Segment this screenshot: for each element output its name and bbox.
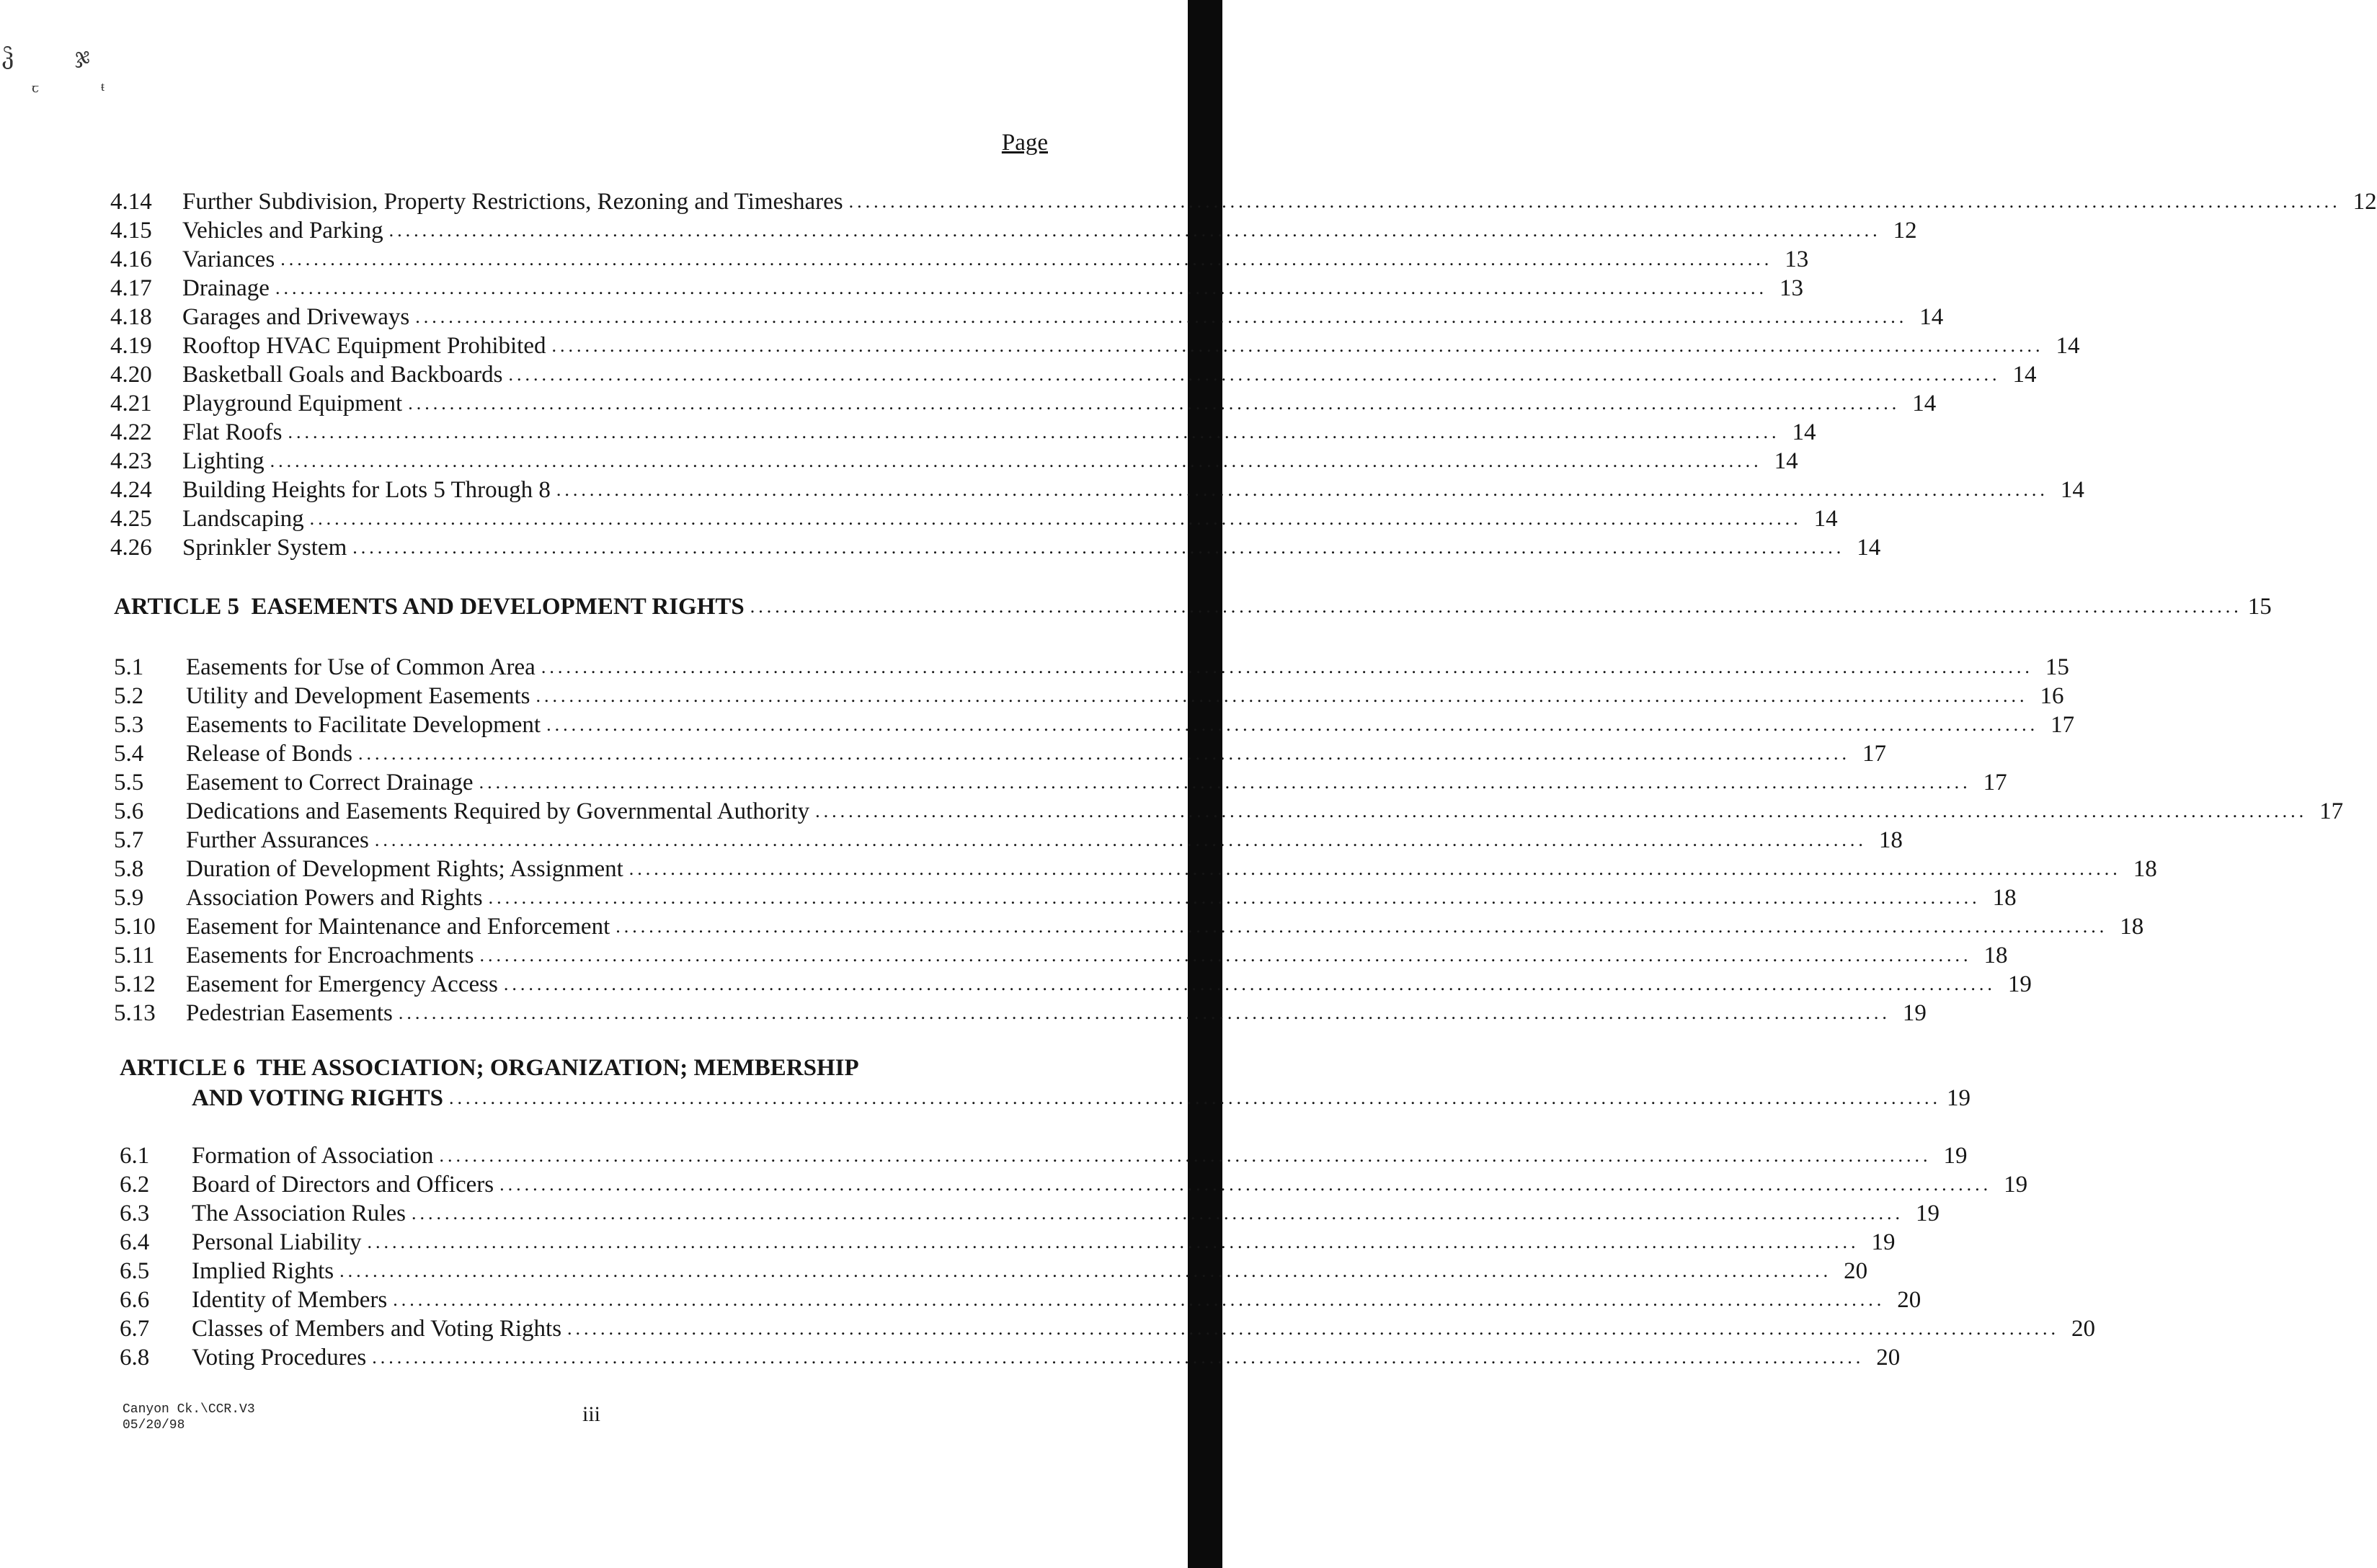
- entry-number: 5.1: [114, 654, 144, 680]
- dot-leader: ....................................................................................................................................................................................: [750, 596, 2242, 617]
- entry-title: Implied Rights: [192, 1258, 334, 1284]
- entry-number: 5.12: [114, 971, 156, 997]
- entry-page: 14: [1857, 535, 1881, 561]
- toc-entry[interactable]: [114, 883, 2017, 912]
- dot-leader: ....................................................................................................................................................................................: [499, 1174, 1992, 1195]
- entry-title: Easements for Encroachments: [186, 943, 474, 968]
- dot-leader: ....................................................................................................................................................................................: [556, 479, 2048, 500]
- entry-title: Easement to Correct Drainage: [186, 770, 474, 796]
- entry-title: Further Assurances: [186, 827, 369, 853]
- footer-file-reference: [123, 1402, 255, 1433]
- dot-leader: ....................................................................................................................................................................................: [275, 277, 1767, 298]
- entry-number: 4.16: [110, 246, 152, 272]
- entry-title: The Association Rules: [192, 1200, 406, 1226]
- entry-page: 19: [1943, 1143, 1968, 1169]
- entry-title: Vehicles and Parking: [182, 218, 383, 244]
- toc-entry[interactable]: [110, 533, 1881, 562]
- entry-page: 14: [2056, 333, 2080, 359]
- toc-entry[interactable]: [110, 274, 1803, 303]
- entry-page: 14: [2060, 477, 2084, 503]
- entry-title: Duration of Development Rights; Assignment: [186, 856, 623, 882]
- dot-leader: ....................................................................................................................................................................................: [372, 1347, 1865, 1368]
- dot-leader: ....................................................................................................................................................................................: [339, 1260, 1832, 1281]
- entry-title: Landscaping: [182, 506, 304, 532]
- entry-page: 17: [1983, 770, 2007, 796]
- dot-leader: ....................................................................................................................................................................................: [388, 220, 1881, 241]
- dot-leader: ....................................................................................................................................................................................: [479, 772, 1971, 793]
- dot-leader: ....................................................................................................................................................................................: [546, 714, 2039, 735]
- toc-entry[interactable]: [120, 1228, 1896, 1257]
- entry-number: 5.2: [114, 683, 144, 709]
- entry-number: 5.7: [114, 827, 144, 853]
- toc-entry[interactable]: [114, 941, 2008, 970]
- entry-page: 20: [1844, 1258, 1868, 1284]
- entry-number: 5.8: [114, 856, 144, 882]
- entry-number: 4.17: [110, 275, 152, 301]
- entry-title: Association Powers and Rights: [186, 885, 483, 911]
- entry-number: 6.3: [120, 1200, 150, 1226]
- article-5-heading[interactable]: [114, 592, 2272, 621]
- stray-marks: ჴ ჯ ꞇ ŧ: [1, 44, 105, 95]
- entry-number: 6.1: [120, 1143, 150, 1169]
- entry-title: Flat Roofs: [182, 419, 283, 445]
- dot-leader: ....................................................................................................................................................................................: [280, 249, 1773, 270]
- entry-page: 18: [1878, 827, 1903, 853]
- entry-number: 6.4: [120, 1229, 150, 1255]
- entry-number: 5.4: [114, 741, 144, 767]
- entry-number: 5.11: [114, 943, 155, 968]
- toc-entry[interactable]: [120, 1141, 1968, 1170]
- article-6-heading[interactable]: ARTICLE 6 THE ASSOCIATION; ORGANIZATION; MEMBERSHIP: [120, 1055, 859, 1081]
- toc-entry[interactable]: [114, 739, 1886, 768]
- dot-leader: ....................................................................................................................................................................................: [551, 335, 2044, 356]
- dot-leader: ....................................................................................................................................................................................: [367, 1231, 1860, 1252]
- dot-leader: ....................................................................................................................................................................................: [541, 656, 2033, 677]
- entry-number: 6.2: [120, 1172, 150, 1198]
- entry-title: Personal Liability: [192, 1229, 362, 1255]
- entry-number: 4.25: [110, 506, 152, 532]
- toc-entry[interactable]: [110, 360, 2037, 389]
- dot-leader: ....................................................................................................................................................................................: [415, 306, 1908, 327]
- entry-page: 18: [1983, 943, 2008, 968]
- entry-page: 19: [2007, 971, 2032, 997]
- article-title: AND VOTING RIGHTS: [192, 1085, 443, 1111]
- entry-number: 4.22: [110, 419, 152, 445]
- entry-number: 5.13: [114, 1000, 156, 1026]
- dot-leader: ....................................................................................................................................................................................: [270, 450, 1762, 471]
- entry-title: Lighting: [182, 448, 265, 474]
- dot-leader: ....................................................................................................................................................................................: [398, 1002, 1891, 1023]
- dot-leader: ....................................................................................................................................................................................: [536, 685, 2028, 706]
- dot-leader: ....................................................................................................................................................................................: [374, 829, 1867, 850]
- toc-entry[interactable]: [114, 826, 1903, 855]
- entry-page: 14: [2012, 362, 2037, 388]
- entry-page: 14: [1792, 419, 1816, 445]
- entry-title: Classes of Members and Voting Rights: [192, 1316, 562, 1342]
- entry-title: Easement for Emergency Access: [186, 971, 498, 997]
- entry-title: Playground Equipment: [182, 391, 403, 416]
- dot-leader: ....................................................................................................................................................................................: [357, 743, 1850, 764]
- entry-page: 12: [2352, 189, 2377, 215]
- dot-leader: ....................................................................................................................................................................................: [393, 1289, 1885, 1310]
- entry-title: Voting Procedures: [192, 1345, 367, 1371]
- entry-page: 18: [1992, 885, 2017, 911]
- toc-entry[interactable]: [114, 912, 2144, 941]
- entry-title: Variances: [182, 246, 275, 272]
- entry-page: 15: [2045, 654, 2069, 680]
- entry-page: 17: [2051, 712, 2075, 738]
- dot-leader: ....................................................................................................................................................................................: [503, 974, 1996, 994]
- toc-entry[interactable]: [114, 653, 2069, 682]
- entry-number: 4.26: [110, 535, 152, 561]
- toc-entry[interactable]: [114, 970, 2032, 999]
- toc-entry[interactable]: [120, 1314, 2096, 1343]
- entry-title: Release of Bonds: [186, 741, 352, 767]
- entry-number: 4.24: [110, 477, 152, 503]
- entry-title: Further Subdivision, Property Restrictions, Rezoning and Timeshares: [182, 189, 843, 215]
- entry-title: Identity of Members: [192, 1287, 388, 1313]
- toc-entry[interactable]: [114, 797, 2344, 826]
- dot-leader: ....................................................................................................................................................................................: [411, 1203, 1903, 1224]
- entry-title: Rooftop HVAC Equipment Prohibited: [182, 333, 546, 359]
- toc-entry[interactable]: [110, 331, 2080, 360]
- dot-leader: ....................................................................................................................................................................................: [479, 945, 1972, 966]
- entry-page: 13: [1785, 246, 1809, 272]
- toc-entry[interactable]: [110, 303, 1944, 331]
- toc-entry[interactable]: [120, 1286, 1921, 1314]
- entry-page: 16: [2040, 683, 2064, 709]
- toc-entry[interactable]: [110, 187, 2377, 216]
- dot-leader: ....................................................................................................................................................................................: [352, 537, 1845, 558]
- entry-page: 14: [1774, 448, 1798, 474]
- entry-page: 20: [2071, 1316, 2096, 1342]
- entry-page: 12: [1893, 218, 1917, 244]
- dot-leader: ....................................................................................................................................................................................: [448, 1087, 1941, 1108]
- entry-title: Utility and Development Easements: [186, 683, 530, 709]
- entry-page: 17: [1862, 741, 1886, 767]
- entry-page: 13: [1779, 275, 1803, 301]
- entry-title: Sprinkler System: [182, 535, 347, 561]
- entry-title: Formation of Association: [192, 1143, 434, 1169]
- entry-page: 19: [1915, 1200, 1940, 1226]
- entry-title: Easements to Facilitate Development: [186, 712, 541, 738]
- entry-number: 4.18: [110, 304, 152, 330]
- article-6-heading-cont[interactable]: [192, 1084, 1971, 1113]
- footer-page-number: iii: [582, 1402, 601, 1426]
- dot-leader: ....................................................................................................................................................................................: [508, 364, 2001, 385]
- dot-leader: ....................................................................................................................................................................................: [309, 508, 1802, 529]
- toc-entry[interactable]: [114, 999, 1927, 1028]
- dot-leader: ....................................................................................................................................................................................: [628, 858, 2121, 879]
- entry-number: 6.5: [120, 1258, 150, 1284]
- entry-title: Dedications and Easements Required by Governmental Authority: [186, 798, 810, 824]
- toc-entry[interactable]: [120, 1257, 1868, 1286]
- entry-number: 6.6: [120, 1287, 150, 1313]
- dot-leader: ....................................................................................................................................................................................: [488, 887, 1981, 908]
- entry-title: Easement for Maintenance and Enforcement: [186, 914, 610, 940]
- dot-leader: ....................................................................................................................................................................................: [567, 1318, 2060, 1339]
- dot-leader: ....................................................................................................................................................................................: [288, 422, 1780, 442]
- page-column-heading: Page: [1001, 130, 1048, 156]
- entry-number: 5.10: [114, 914, 156, 940]
- entry-title: Board of Directors and Officers: [192, 1172, 494, 1198]
- toc-entry[interactable]: [120, 1170, 2028, 1199]
- entry-page: 17: [2319, 798, 2344, 824]
- entry-page: 18: [2120, 914, 2144, 940]
- entry-number: 6.7: [120, 1316, 150, 1342]
- toc-entry[interactable]: [110, 504, 1838, 533]
- toc-entry[interactable]: [120, 1199, 1940, 1228]
- entry-number: 4.15: [110, 218, 152, 244]
- entry-title: Pedestrian Easements: [186, 1000, 393, 1026]
- article-page: 15: [2247, 594, 2272, 620]
- toc-entry[interactable]: [114, 710, 2075, 739]
- entry-title: Easements for Use of Common Area: [186, 654, 536, 680]
- entry-page: 19: [1871, 1229, 1896, 1255]
- entry-title: Building Heights for Lots 5 Through 8: [182, 477, 551, 503]
- entry-page: 14: [1919, 304, 1944, 330]
- entry-title: Drainage: [182, 275, 270, 301]
- entry-number: 5.9: [114, 885, 144, 911]
- dot-leader: ....................................................................................................................................................................................: [848, 191, 2341, 212]
- entry-page: 14: [1912, 391, 1937, 416]
- entry-number: 4.20: [110, 362, 152, 388]
- toc-entry[interactable]: [110, 245, 1809, 274]
- entry-number: 5.5: [114, 770, 144, 796]
- entry-number: 4.14: [110, 189, 152, 215]
- entry-page: 18: [2133, 856, 2157, 882]
- dot-leader: ....................................................................................................................................................................................: [439, 1145, 1932, 1166]
- toc-entry[interactable]: [114, 855, 2157, 883]
- dot-leader: ....................................................................................................................................................................................: [408, 393, 1901, 414]
- footer-file-path: Canyon Ck.\CCR.V3: [123, 1402, 255, 1417]
- toc-entry[interactable]: [110, 216, 1917, 245]
- entry-number: 4.19: [110, 333, 152, 359]
- entry-number: 4.21: [110, 391, 152, 416]
- toc-entry[interactable]: [110, 418, 1816, 447]
- entry-title: Basketball Goals and Backboards: [182, 362, 503, 388]
- footer-date: 05/20/98: [123, 1418, 185, 1433]
- entry-title: Garages and Driveways: [182, 304, 410, 330]
- entry-number: 5.3: [114, 712, 144, 738]
- toc-entry[interactable]: [120, 1343, 1901, 1372]
- toc-entry[interactable]: [110, 389, 1937, 418]
- toc-entry[interactable]: [114, 768, 2007, 797]
- entry-page: 20: [1897, 1287, 1921, 1313]
- toc-entry[interactable]: [110, 447, 1798, 476]
- dot-leader: ....................................................................................................................................................................................: [616, 916, 2108, 937]
- entry-page: 20: [1876, 1345, 1901, 1371]
- entry-page: 14: [1813, 506, 1838, 532]
- entry-number: 6.8: [120, 1345, 150, 1371]
- toc-entry[interactable]: [110, 476, 2084, 504]
- entry-page: 19: [1902, 1000, 1927, 1026]
- entry-number: 5.6: [114, 798, 144, 824]
- toc-entry[interactable]: [114, 682, 2064, 710]
- dot-leader: ....................................................................................................................................................................................: [815, 801, 2308, 821]
- entry-page: 19: [2004, 1172, 2028, 1198]
- article-page: 19: [1946, 1085, 1971, 1111]
- article-title: ARTICLE 5 EASEMENTS AND DEVELOPMENT RIGHTS: [114, 594, 745, 620]
- entry-number: 4.23: [110, 448, 152, 474]
